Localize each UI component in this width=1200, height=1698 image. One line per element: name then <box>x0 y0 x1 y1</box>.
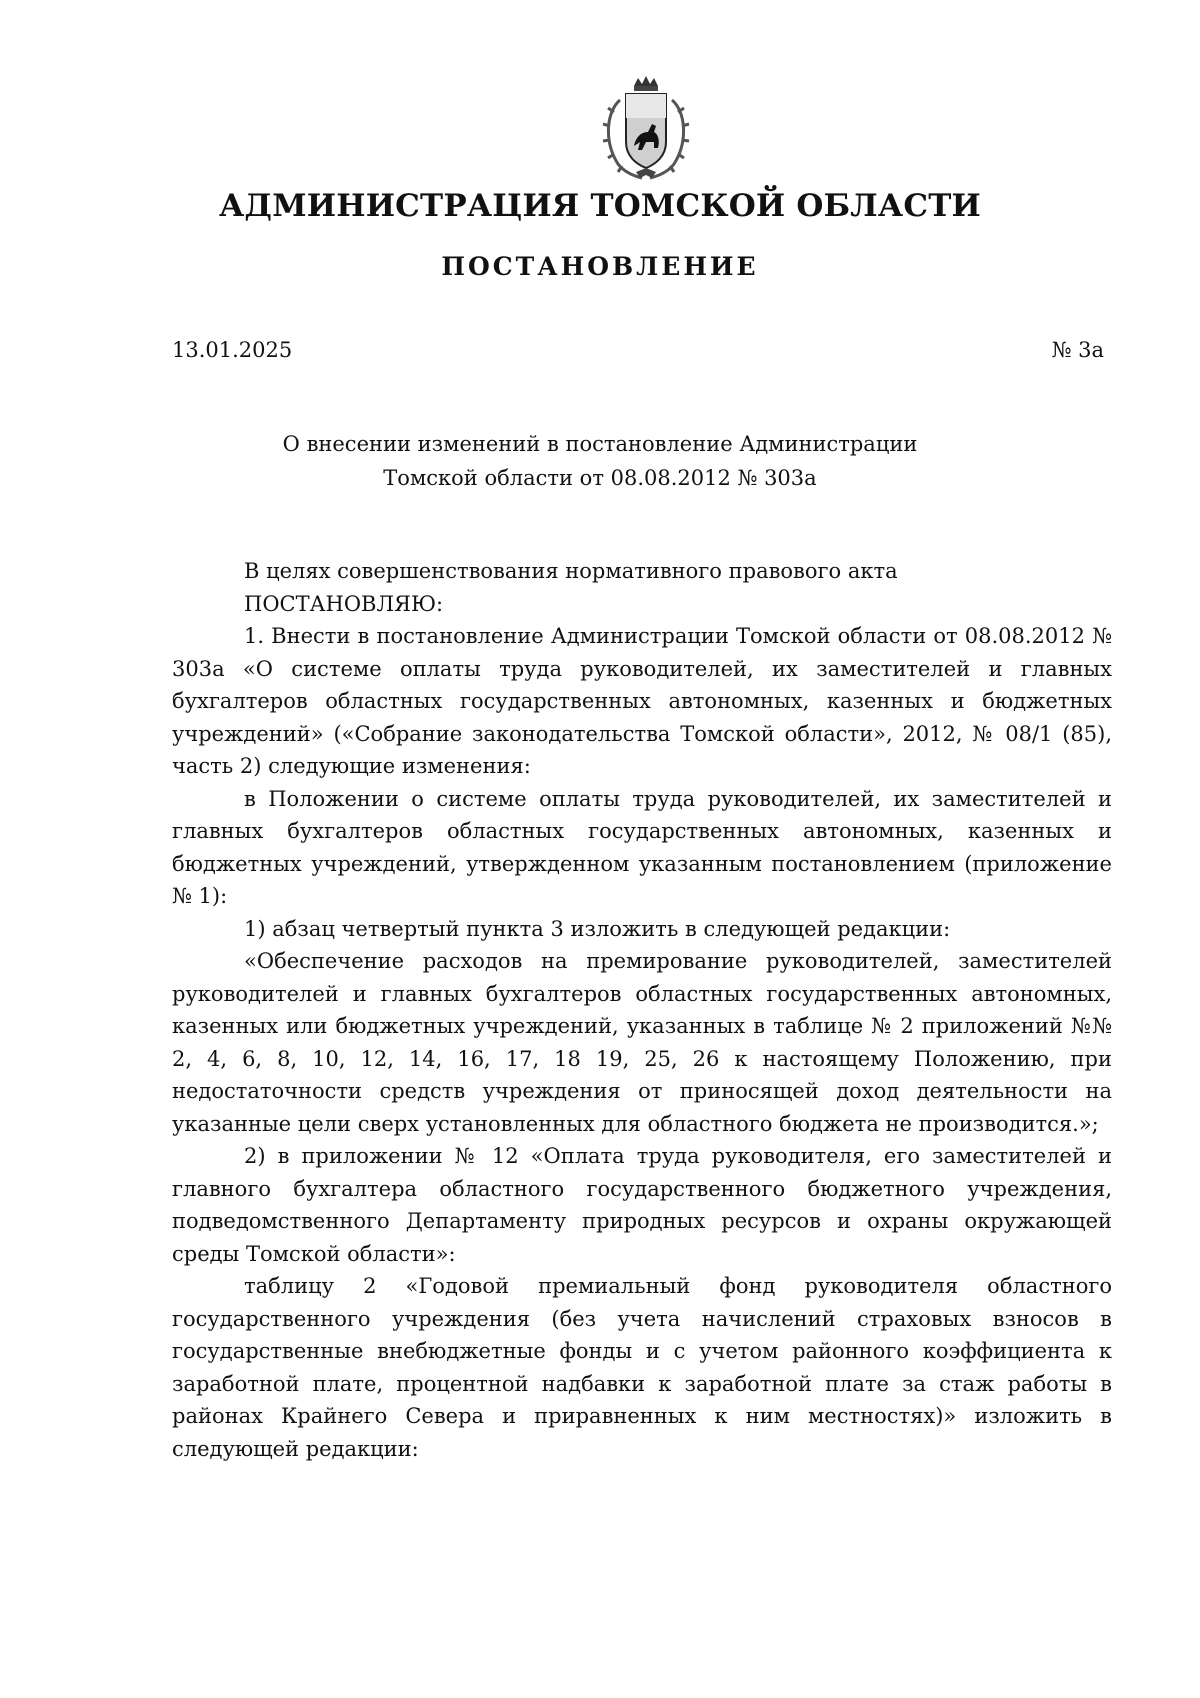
document-body <box>172 555 1112 1465</box>
body-paragraph: в Положении о системе оплаты труда руководителей, их заместителей и главных бухгалтеров областных государственных автономных, казенных и бюджетных учреждений, утвержденном указанным постановлением (приложение № 1): <box>172 786 1112 908</box>
document-number: № 3а <box>1051 338 1104 362</box>
subject-line: Томской области от 08.08.2012 № 303а <box>383 466 817 490</box>
body-paragraph: 1) абзац четвертый пункта 3 изложить в следующей редакции: <box>244 916 951 941</box>
body-paragraph: таблицу 2 «Годовой премиальный фонд руководителя областного государственного учреждения (без учета начислений страховых взносов в государственные внебюджетные фонды и с учетом районного коэффициента к заработной плате, процентной надбавки к заработной плате за стаж работы в районах Крайнего Севера и приравненных к ним местностях)» изложить в следующей редакции: <box>172 1274 1112 1461</box>
body-paragraph: ПОСТАНОВЛЯЮ: <box>244 591 444 616</box>
document-subject <box>0 427 1200 495</box>
organization-title: АДМИНИСТРАЦИЯ ТОМСКОЙ ОБЛАСТИ <box>218 188 981 224</box>
document-type: ПОСТАНОВЛЕНИЕ <box>441 252 759 281</box>
body-paragraph: 1. Внести в постановление Администрации Томской области от 08.08.2012 № 303а «О системе оплаты труда руководителей, их заместителей и главных бухгалтеров областных государственных автономных, казенных и бюджетных учреждений» («Собрание законодательства Томской области», 2012, № 08/1 (85), часть 2) следующие изменения: <box>172 624 1112 778</box>
body-paragraph: В целях совершенствования нормативного правового акта <box>244 559 898 583</box>
document-date: 13.01.2025 <box>172 338 293 362</box>
body-paragraph: 2) в приложении № 12 «Оплата труда руководителя, его заместителей и главного бухгалтера областного государственного бюджетного учреждения, подведомственного Департаменту природных ресурсов и охраны окружающей среды Томской области»: <box>172 1144 1112 1266</box>
body-paragraph: «Обеспечение расходов на премирование руководителей, заместителей руководителей и главных бухгалтеров областных государственных автономных, казенных или бюджетных учреждений, указанных в таблице № 2 приложений №№ 2, 4, 6, 8, 10, 12, 14, 16, 17, 18 19, 25, 26 к настоящему Положению, при недостаточности средств учреждения от приносящей доход деятельности на указанные цели сверх установленных для областного бюджета не производится.»; <box>172 949 1112 1136</box>
subject-line: О внесении изменений в постановление Администрации <box>282 432 918 456</box>
coat-of-arms-icon <box>590 72 702 184</box>
